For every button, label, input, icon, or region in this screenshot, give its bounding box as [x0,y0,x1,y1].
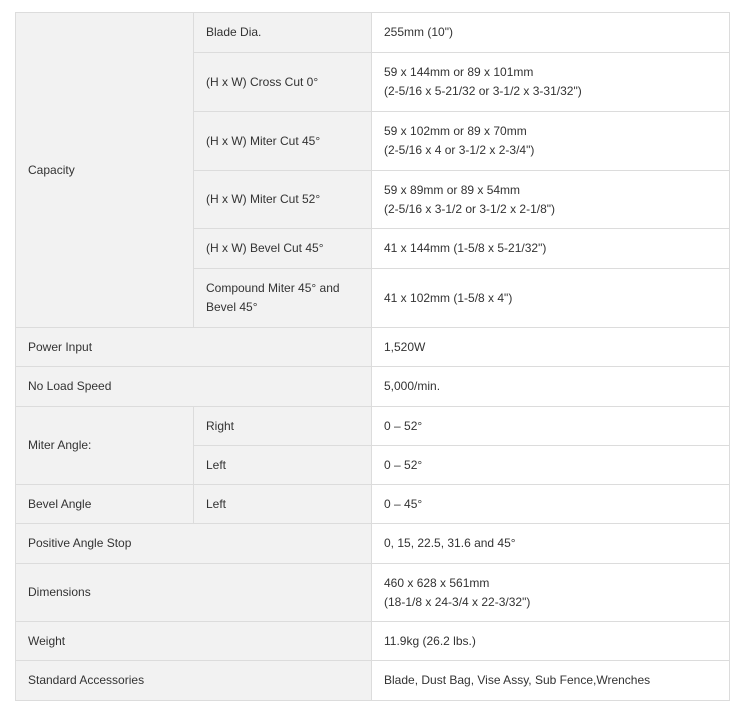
table-row [16,328,730,367]
power-input-value: 1,520W [372,328,730,367]
table-row [16,661,730,701]
miter-angle-right-value: 0 – 52° [372,407,730,446]
table-row [16,564,730,622]
miter-angle-right-label: Right [194,407,372,446]
bevel-angle-value: 0 – 45° [372,485,730,524]
table-row [16,622,730,661]
bevel-angle-left-label: Left [194,485,372,524]
page-bottom-edge [0,712,742,723]
capacity-label: Capacity [16,13,194,328]
no-load-speed-value: 5,000/min. [372,367,730,407]
capacity-miter-cut-45-value: 59 x 102mm or 89 x 70mm (2-5/16 x 4 or 3-1/2 x 2-3/4") [372,112,730,171]
capacity-miter-cut-52-value: 59 x 89mm or 89 x 54mm (2-5/16 x 3-1/2 or 3-1/2 x 2-1/8") [372,171,730,229]
bevel-angle-label: Bevel Angle [16,485,194,524]
capacity-miter-cut-45-label: (H x W) Miter Cut 45° [194,112,372,171]
weight-label: Weight [16,622,372,661]
miter-angle-label: Miter Angle: [16,407,194,485]
specifications-table [15,12,730,701]
capacity-bevel-cut-value: 41 x 144mm (1-5/8 x 5-21/32") [372,229,730,269]
positive-angle-stop-label: Positive Angle Stop [16,524,372,564]
capacity-miter-cut-52-label: (H x W) Miter Cut 52° [194,171,372,229]
standard-accessories-label: Standard Accessories [16,661,372,701]
weight-value: 11.9kg (26.2 lbs.) [372,622,730,661]
miter-angle-left-label: Left [194,446,372,485]
capacity-compound-miter-label: Compound Miter 45° and Bevel 45° [194,269,372,328]
capacity-blade-dia-label: Blade Dia. [194,13,372,53]
table-row [16,524,730,564]
dimensions-value: 460 x 628 x 561mm (18-1/8 x 24-3/4 x 22-3/32") [372,564,730,622]
no-load-speed-label: No Load Speed [16,367,372,407]
table-row [16,13,730,53]
table-row [16,485,730,524]
dimensions-label: Dimensions [16,564,372,622]
standard-accessories-value: Blade, Dust Bag, Vise Assy, Sub Fence,Wrenches [372,661,730,701]
capacity-blade-dia-value: 255mm (10") [372,13,730,53]
capacity-bevel-cut-label: (H x W) Bevel Cut 45° [194,229,372,269]
capacity-cross-cut-value: 59 x 144mm or 89 x 101mm (2-5/16 x 5-21/32 or 3-1/2 x 3-31/32") [372,53,730,112]
miter-angle-left-value: 0 – 52° [372,446,730,485]
table-row [16,367,730,407]
positive-angle-stop-value: 0, 15, 22.5, 31.6 and 45° [372,524,730,564]
capacity-compound-miter-value: 41 x 102mm (1-5/8 x 4") [372,269,730,328]
capacity-cross-cut-label: (H x W) Cross Cut 0° [194,53,372,112]
power-input-label: Power Input [16,328,372,367]
table-row [16,407,730,446]
